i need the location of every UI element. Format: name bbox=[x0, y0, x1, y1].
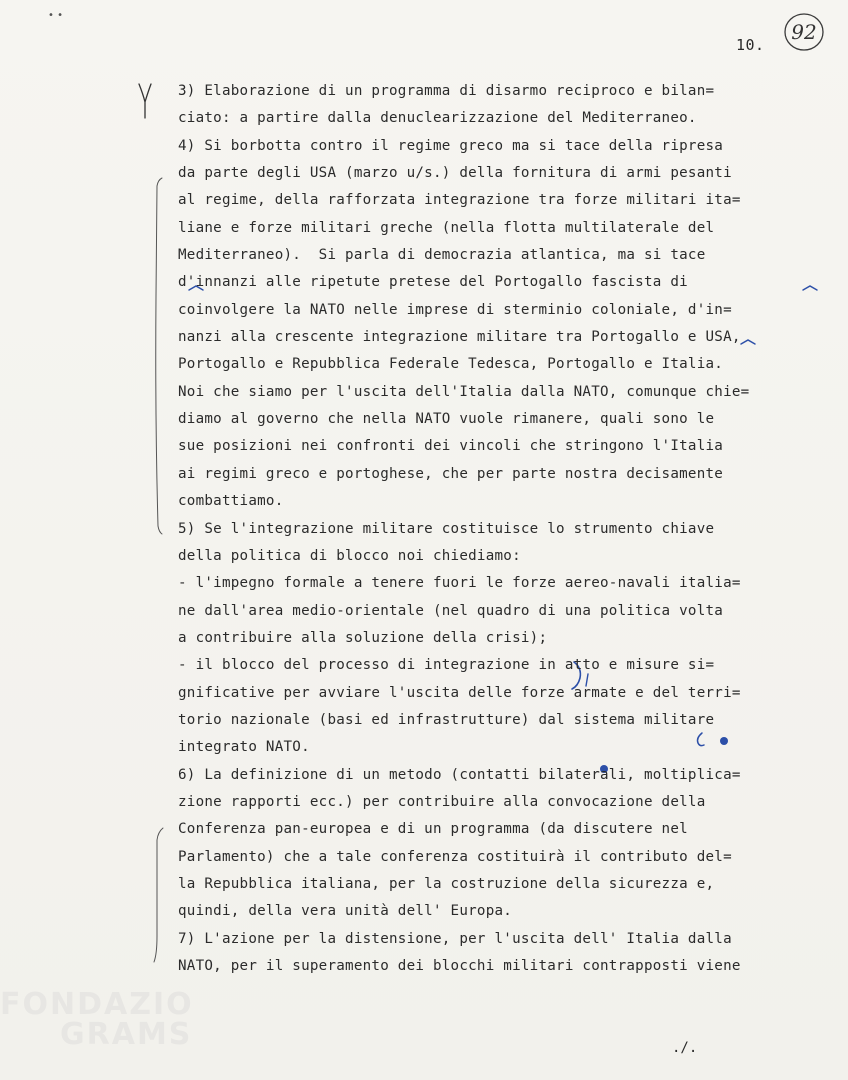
handwritten-circle-icon bbox=[782, 10, 826, 54]
margin-bracket-icon bbox=[150, 176, 170, 536]
watermark-line: FONDAZIO bbox=[0, 987, 194, 1022]
text-line: zione rapporti ecc.) per contribuire alla convocazione della bbox=[178, 793, 706, 810]
text-line: 7) L'azione per la distensione, per l'uscita dell' Italia dalla bbox=[178, 930, 732, 947]
text-line: 3) Elaborazione di un programma di disarmo reciproco e bilan= bbox=[178, 83, 715, 99]
text-line: nanzi alla crescente integrazione militare tra Portogallo e USA, bbox=[178, 329, 741, 346]
text-line: d'innanzi alle ripetute pretese del Portogallo fascista di bbox=[178, 274, 688, 291]
text-line: della politica di blocco noi chiediamo: bbox=[178, 547, 521, 564]
typewritten-body bbox=[178, 78, 818, 980]
text-line: al regime, della rafforzata integrazione tra forze militari ita= bbox=[178, 192, 741, 209]
text-line: gnificative per avviare l'uscita delle forze armate e del terri= bbox=[178, 684, 741, 701]
text-line: - l'impegno formale a tenere fuori le forze aereo-navali italia= bbox=[178, 575, 741, 592]
text-line: Conferenza pan-europea e di un programma (da discutere nel bbox=[178, 821, 688, 838]
text-line: Parlamento) che a tale conferenza costituirà il contributo del= bbox=[178, 848, 732, 865]
text-line: diamo al governo che nella NATO vuole rimanere, quali sono le bbox=[178, 411, 715, 428]
continuation-mark: ./. bbox=[672, 1040, 698, 1056]
text-line: la Repubblica italiana, per la costruzione della sicurezza e, bbox=[178, 875, 715, 892]
text-line: quindi, della vera unità dell' Europa. bbox=[178, 903, 513, 920]
text-line: 4) Si borbotta contro il regime greco ma si tace della ripresa bbox=[178, 137, 724, 154]
corner-dots: • • bbox=[48, 10, 63, 21]
text-line: - il blocco del processo di integrazione in atto e misure si= bbox=[178, 657, 715, 674]
text-line: 5) Se l'integrazione militare costituisce lo strumento chiave bbox=[178, 520, 715, 537]
text-line: a contribuire alla soluzione della crisi); bbox=[178, 629, 548, 646]
text-line: ne dall'area medio-orientale (nel quadro di una politica volta bbox=[178, 602, 724, 619]
text-line: Noi che siamo per l'uscita dell'Italia dalla NATO, comunque chie= bbox=[178, 383, 750, 400]
page-number: 10. bbox=[736, 36, 765, 54]
margin-tick-icon bbox=[136, 82, 154, 120]
archive-watermark bbox=[0, 987, 194, 1052]
text-line: liane e forze militari greche (nella flotta multilaterale del bbox=[178, 219, 715, 236]
text-line: ciato: a partire dalla denuclearizzazione del Mediterraneo. bbox=[178, 110, 697, 127]
margin-bracket-icon bbox=[150, 826, 170, 966]
archive-number-stamp bbox=[782, 10, 826, 54]
text-line: NATO, per il superamento dei blocchi militari contrapposti viene bbox=[178, 958, 741, 974]
text-line: coinvolgere la NATO nelle imprese di sterminio coloniale, d'in= bbox=[178, 301, 732, 318]
text-line: torio nazionale (basi ed infrastrutture) dal sistema militare bbox=[178, 711, 715, 728]
text-line: ai regimi greco e portoghese, che per parte nostra decisamente bbox=[178, 465, 724, 482]
text-line: 6) La definizione di un metodo (contatti bilaterali, moltiplica= bbox=[178, 766, 741, 783]
text-line: Portogallo e Repubblica Federale Tedesca, Portogallo e Italia. bbox=[178, 356, 724, 373]
text-line: sue posizioni nei confronti dei vincoli che stringono l'Italia bbox=[178, 438, 724, 455]
text-line: da parte degli USA (marzo u/s.) della fornitura di armi pesanti bbox=[178, 165, 732, 182]
text-line: Mediterraneo). Si parla di democrazia atlantica, ma si tace bbox=[178, 247, 706, 264]
watermark-line: GRAMS bbox=[60, 1017, 193, 1052]
text-line: combattiamo. bbox=[178, 493, 284, 510]
archive-number: 92 bbox=[791, 20, 817, 44]
text-line: integrato NATO. bbox=[178, 739, 310, 756]
